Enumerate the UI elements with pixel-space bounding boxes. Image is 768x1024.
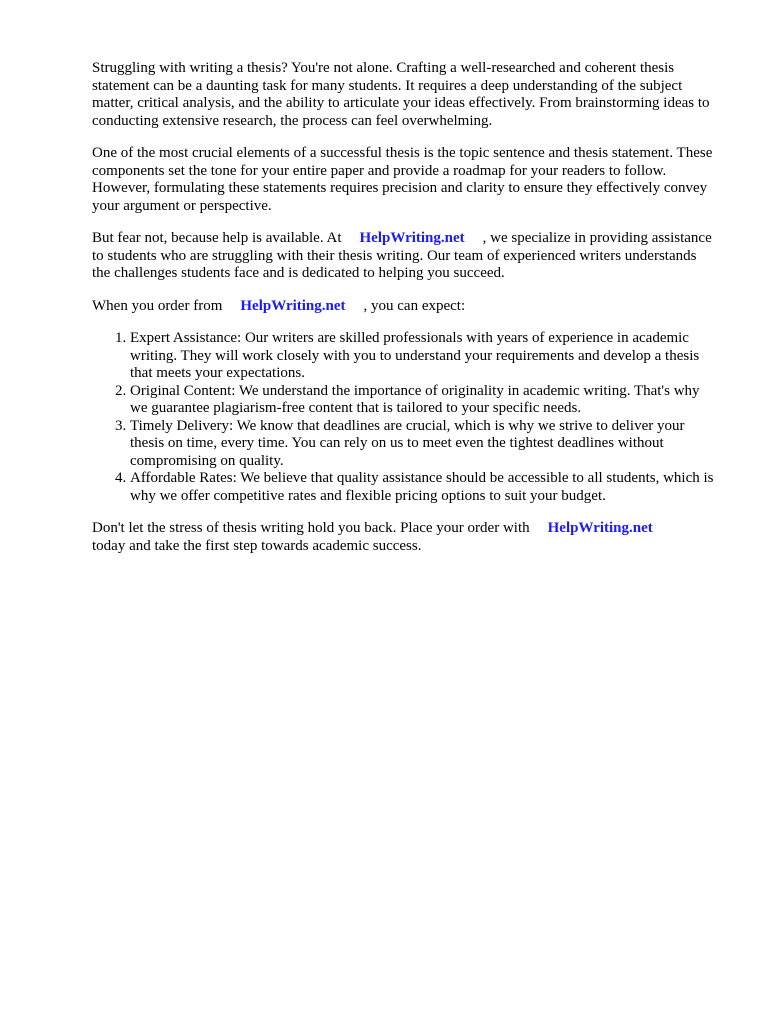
order-text-after: , you can expect: — [363, 297, 466, 314]
benefits-list — [92, 330, 718, 505]
help-text-after: , we specialize in providing assistance to students who are struggling with their thesis writing. Our team of experienced writers understands the challenges students face and is dedicated to helping you succeed. — [92, 230, 712, 281]
order-paragraph — [92, 298, 718, 316]
list-item: 4. Affordable Rates: We believe that quality assistance should be accessible to all students, which is why we offer competitive rates and flexible pricing options to suit your budget. — [130, 470, 718, 505]
closing-paragraph — [92, 520, 718, 555]
intro-paragraph: Struggling with writing a thesis? You're not alone. Crafting a well-researched and coherent thesis statement can be a daunting task for many students. It requires a deep understanding of the subject matter, critical analysis, and the ability to articulate your ideas effectively. From brainstorming ideas to conducting extensive research, the process can feel overwhelming. — [92, 60, 710, 129]
helpwriting-link-3[interactable]: HelpWriting.net — [547, 520, 653, 536]
order-text-before: When you order from — [92, 297, 223, 314]
list-item: 1. Expert Assistance: Our writers are skilled professionals with years of experience in academic writing. They will work closely with you to understand your requirements and develop a thesis that meets your expectations. — [130, 330, 718, 383]
helpwriting-link-2[interactable]: HelpWriting.net — [240, 297, 346, 314]
helpwriting-link-1[interactable]: HelpWriting.net — [359, 230, 465, 246]
help-available-paragraph — [92, 230, 718, 283]
list-item: 2. Original Content: We understand the importance of originality in academic writing. That's why we guarantee plagiarism-free content that is tailored to your specific needs. — [130, 383, 718, 418]
closing-text-after: today and take the first step towards academic success. — [92, 537, 422, 554]
closing-text-before: Don't let the stress of thesis writing hold you back. Place your order with — [92, 520, 530, 536]
list-item: 3. Timely Delivery: We know that deadlines are crucial, which is why we strive to deliver your thesis on time, every time. You can rely on us to meet even the tightest deadlines without compromising on quality. — [130, 418, 718, 471]
help-text-before: But fear not, because help is available. At — [92, 230, 342, 246]
thesis-elements-paragraph: One of the most crucial elements of a successful thesis is the topic sentence and thesis statement. These components set the tone for your entire paper and provide a roadmap for your readers to follow. However, formulating these statements requires precision and clarity to ensure they effectively convey your argument or perspective. — [92, 145, 713, 214]
